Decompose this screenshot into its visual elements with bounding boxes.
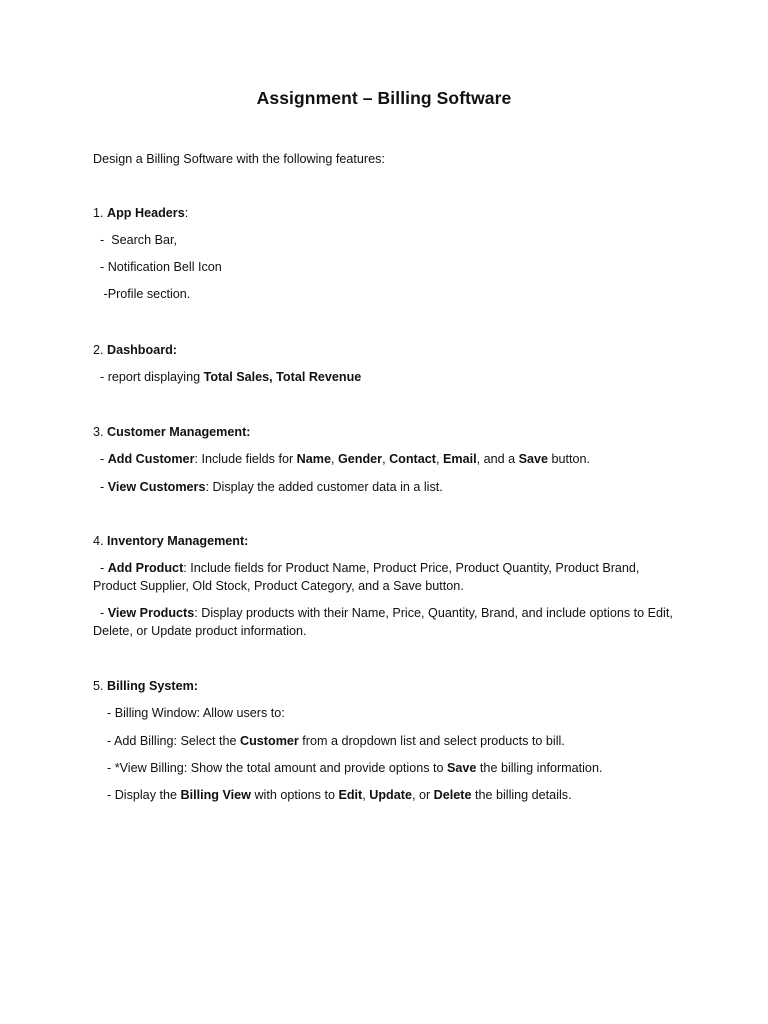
text-run: : Include fields for bbox=[194, 452, 297, 466]
text-run: - report displaying bbox=[93, 370, 204, 384]
bold-run: Name bbox=[296, 452, 331, 466]
section-5-item-view-billing bbox=[93, 759, 683, 777]
text-run: : Include fields for Product Name, Product Price, Product Quantity, Product Brand, Product Supplier, Old Stock, Product Category, and a Save button. bbox=[93, 561, 643, 593]
document-title: Assignment – Billing Software bbox=[256, 88, 512, 108]
section-5-item-billing-view bbox=[93, 786, 683, 804]
section-3-heading bbox=[93, 423, 683, 441]
section-2-item-report bbox=[93, 368, 683, 386]
section-2-heading bbox=[93, 341, 683, 359]
text-run: with options to bbox=[250, 788, 339, 802]
section-1-title: App Headers bbox=[107, 206, 185, 220]
text-run: : Display products with their Name, Price, Quantity, Brand, and include options to Edit, Delete, or Update product information. bbox=[93, 606, 677, 638]
text-run: - bbox=[93, 606, 108, 620]
text-run: , bbox=[382, 452, 390, 466]
section-3-item-view-customers bbox=[93, 478, 683, 496]
section-1-item-search-bar: - Search Bar, bbox=[93, 233, 177, 247]
text-run: - Display the bbox=[93, 788, 181, 802]
bold-run: View Customers bbox=[107, 480, 206, 494]
bold-run: Save bbox=[518, 452, 549, 466]
section-2-title: Dashboard: bbox=[107, 343, 177, 357]
section-1-colon: : bbox=[184, 206, 189, 220]
section-5-number: 5. bbox=[93, 679, 108, 693]
section-1-item-profile: -Profile section. bbox=[93, 287, 191, 301]
bold-run: Edit bbox=[338, 788, 363, 802]
section-1-number: 1. bbox=[93, 206, 108, 220]
text-run: , bbox=[362, 788, 370, 802]
bold-run: Update bbox=[369, 788, 412, 802]
text-run: - bbox=[93, 452, 108, 466]
section-2-number: 2. bbox=[93, 343, 108, 357]
section-5-heading bbox=[93, 677, 683, 695]
bold-run: Contact bbox=[389, 452, 436, 466]
text-run: button. bbox=[548, 452, 591, 466]
bold-run: Delete bbox=[433, 788, 472, 802]
section-3-title: Customer Management: bbox=[107, 425, 251, 439]
text-run: - Add Billing: Select the bbox=[93, 734, 241, 748]
bold-run: Total Revenue bbox=[276, 370, 362, 384]
bold-run: Add Product bbox=[107, 561, 184, 575]
section-5-item-add-billing bbox=[93, 732, 683, 750]
bold-run: Gender bbox=[337, 452, 383, 466]
text-run: - *View Billing: Show the total amount and provide options to bbox=[93, 761, 448, 775]
text-run: from a dropdown list and select products to bill. bbox=[298, 734, 565, 748]
section-3-number: 3. bbox=[93, 425, 108, 439]
section-4-item-view-products bbox=[93, 604, 683, 640]
section-4-number: 4. bbox=[93, 534, 108, 548]
text-run: - bbox=[93, 480, 108, 494]
bold-run: View Products bbox=[107, 606, 195, 620]
bold-run: , bbox=[269, 370, 277, 384]
bold-run: Total Sales bbox=[203, 370, 270, 384]
text-run: , and a bbox=[476, 452, 519, 466]
section-4-item-add-product bbox=[93, 559, 683, 595]
text-run: , bbox=[330, 452, 338, 466]
section-4-title: Inventory Management: bbox=[107, 534, 249, 548]
bold-run: Email bbox=[442, 452, 477, 466]
section-5-title: Billing System: bbox=[107, 679, 198, 693]
section-5-item-billing-window: - Billing Window: Allow users to: bbox=[93, 706, 285, 720]
text-run: , bbox=[435, 452, 443, 466]
bold-run: Billing View bbox=[180, 788, 251, 802]
section-1-heading bbox=[93, 204, 683, 222]
text-run: - bbox=[93, 561, 108, 575]
text-run: the billing information. bbox=[476, 761, 603, 775]
bold-run: Customer bbox=[240, 734, 299, 748]
text-run: : Display the added customer data in a list. bbox=[205, 480, 443, 494]
section-1-item-notification: - Notification Bell Icon bbox=[93, 260, 222, 274]
section-3-item-add-customer bbox=[93, 450, 683, 468]
bold-run: Save bbox=[447, 761, 477, 775]
text-run: , or bbox=[411, 788, 434, 802]
bold-run: Add Customer bbox=[107, 452, 195, 466]
intro-text: Design a Billing Software with the following features: bbox=[93, 152, 385, 166]
section-4-heading bbox=[93, 532, 683, 550]
text-run: the billing details. bbox=[471, 788, 572, 802]
